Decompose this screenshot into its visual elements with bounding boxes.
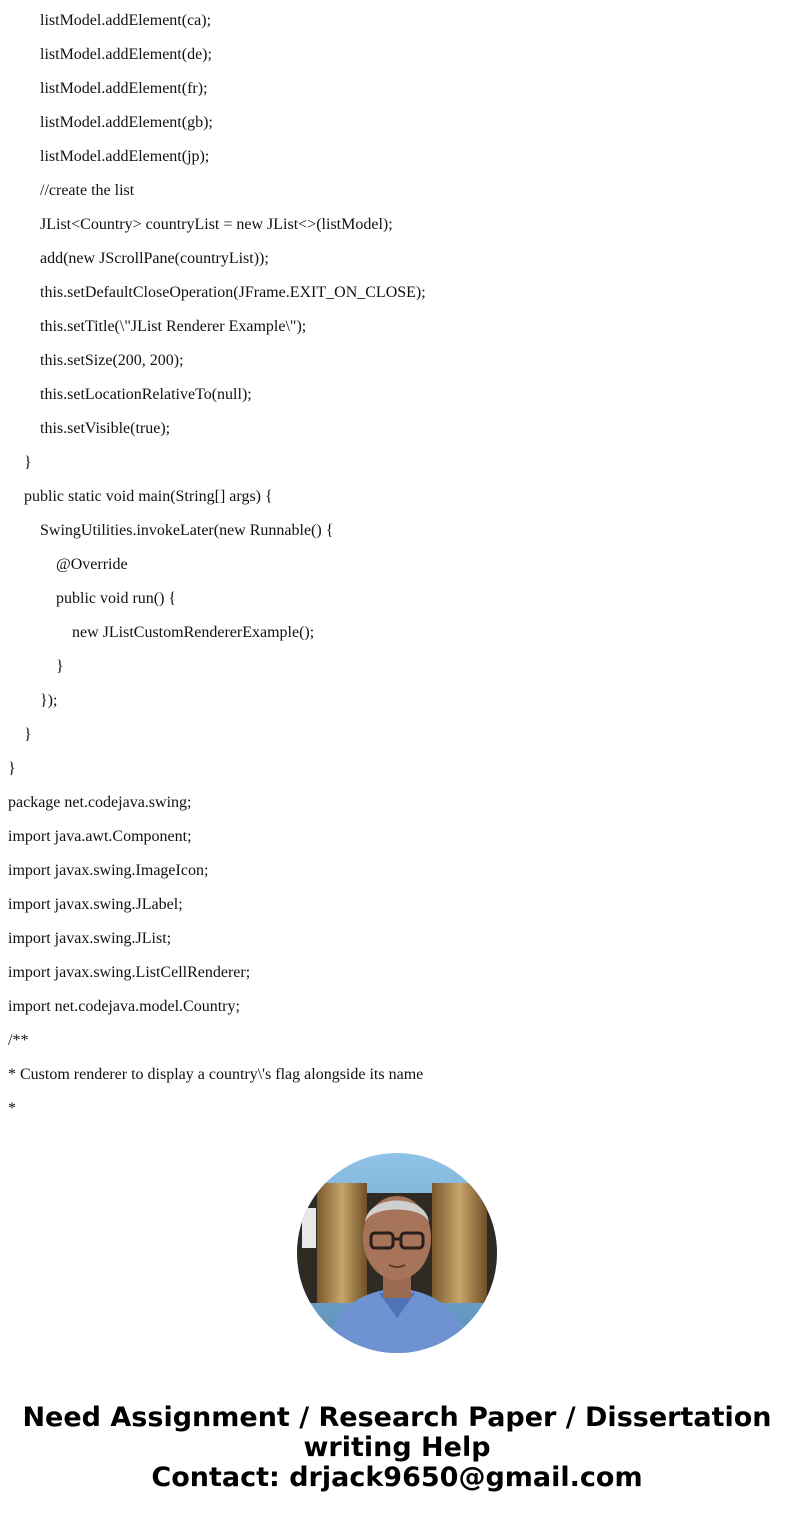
- author-photo-icon: [297, 1153, 497, 1353]
- code-line: this.setSize(200, 200);: [40, 352, 184, 369]
- code-line: import javax.swing.ListCellRenderer;: [8, 964, 251, 981]
- code-line: }: [24, 454, 32, 471]
- promo-contact: Contact: drjack9650@gmail.com: [151, 1462, 643, 1493]
- promo-line-1: Need Assignment / Research Paper / Dissertation: [22, 1402, 772, 1433]
- code-line: listModel.addElement(gb);: [40, 114, 213, 131]
- code-line: package net.codejava.swing;: [8, 794, 192, 811]
- code-line: listModel.addElement(jp);: [40, 148, 210, 165]
- promo-line-2: writing Help: [303, 1432, 491, 1463]
- code-line: this.setVisible(true);: [40, 420, 171, 437]
- code-line: add(new JScrollPane(countryList));: [40, 250, 269, 267]
- code-line: //create the list: [40, 182, 135, 199]
- author-avatar: [297, 1153, 497, 1353]
- code-line: }: [24, 726, 32, 743]
- code-line: import java.awt.Component;: [8, 828, 192, 845]
- code-line: }: [56, 658, 64, 675]
- code-listing: [8, 4, 788, 1126]
- code-line: this.setDefaultCloseOperation(JFrame.EXIT_ON_CLOSE);: [40, 284, 426, 301]
- code-line: import javax.swing.JList;: [8, 930, 172, 947]
- code-line: listModel.addElement(ca);: [40, 12, 212, 29]
- code-line: SwingUtilities.invokeLater(new Runnable() {: [40, 522, 334, 539]
- code-line: this.setTitle(\"JList Renderer Example\");: [40, 318, 307, 335]
- code-line: this.setLocationRelativeTo(null);: [40, 386, 252, 403]
- code-line: public static void main(String[] args) {: [24, 488, 273, 505]
- code-line: }: [8, 760, 16, 777]
- code-line: listModel.addElement(fr);: [40, 80, 208, 97]
- code-line: JList<Country> countryList = new JList<>(listModel);: [40, 216, 393, 233]
- code-line: });: [40, 692, 58, 709]
- code-line: import javax.swing.JLabel;: [8, 896, 183, 913]
- code-line: /**: [8, 1032, 29, 1049]
- code-line: import javax.swing.ImageIcon;: [8, 862, 209, 879]
- code-line: * Custom renderer to display a country\'s flag alongside its name: [8, 1066, 424, 1083]
- code-line: public void run() {: [56, 590, 177, 607]
- code-line: *: [8, 1100, 16, 1117]
- code-line: import net.codejava.model.Country;: [8, 998, 240, 1015]
- code-line: new JListCustomRendererExample();: [72, 624, 315, 641]
- promo-banner: [0, 1403, 794, 1493]
- code-line: @Override: [56, 556, 128, 573]
- code-line: listModel.addElement(de);: [40, 46, 212, 63]
